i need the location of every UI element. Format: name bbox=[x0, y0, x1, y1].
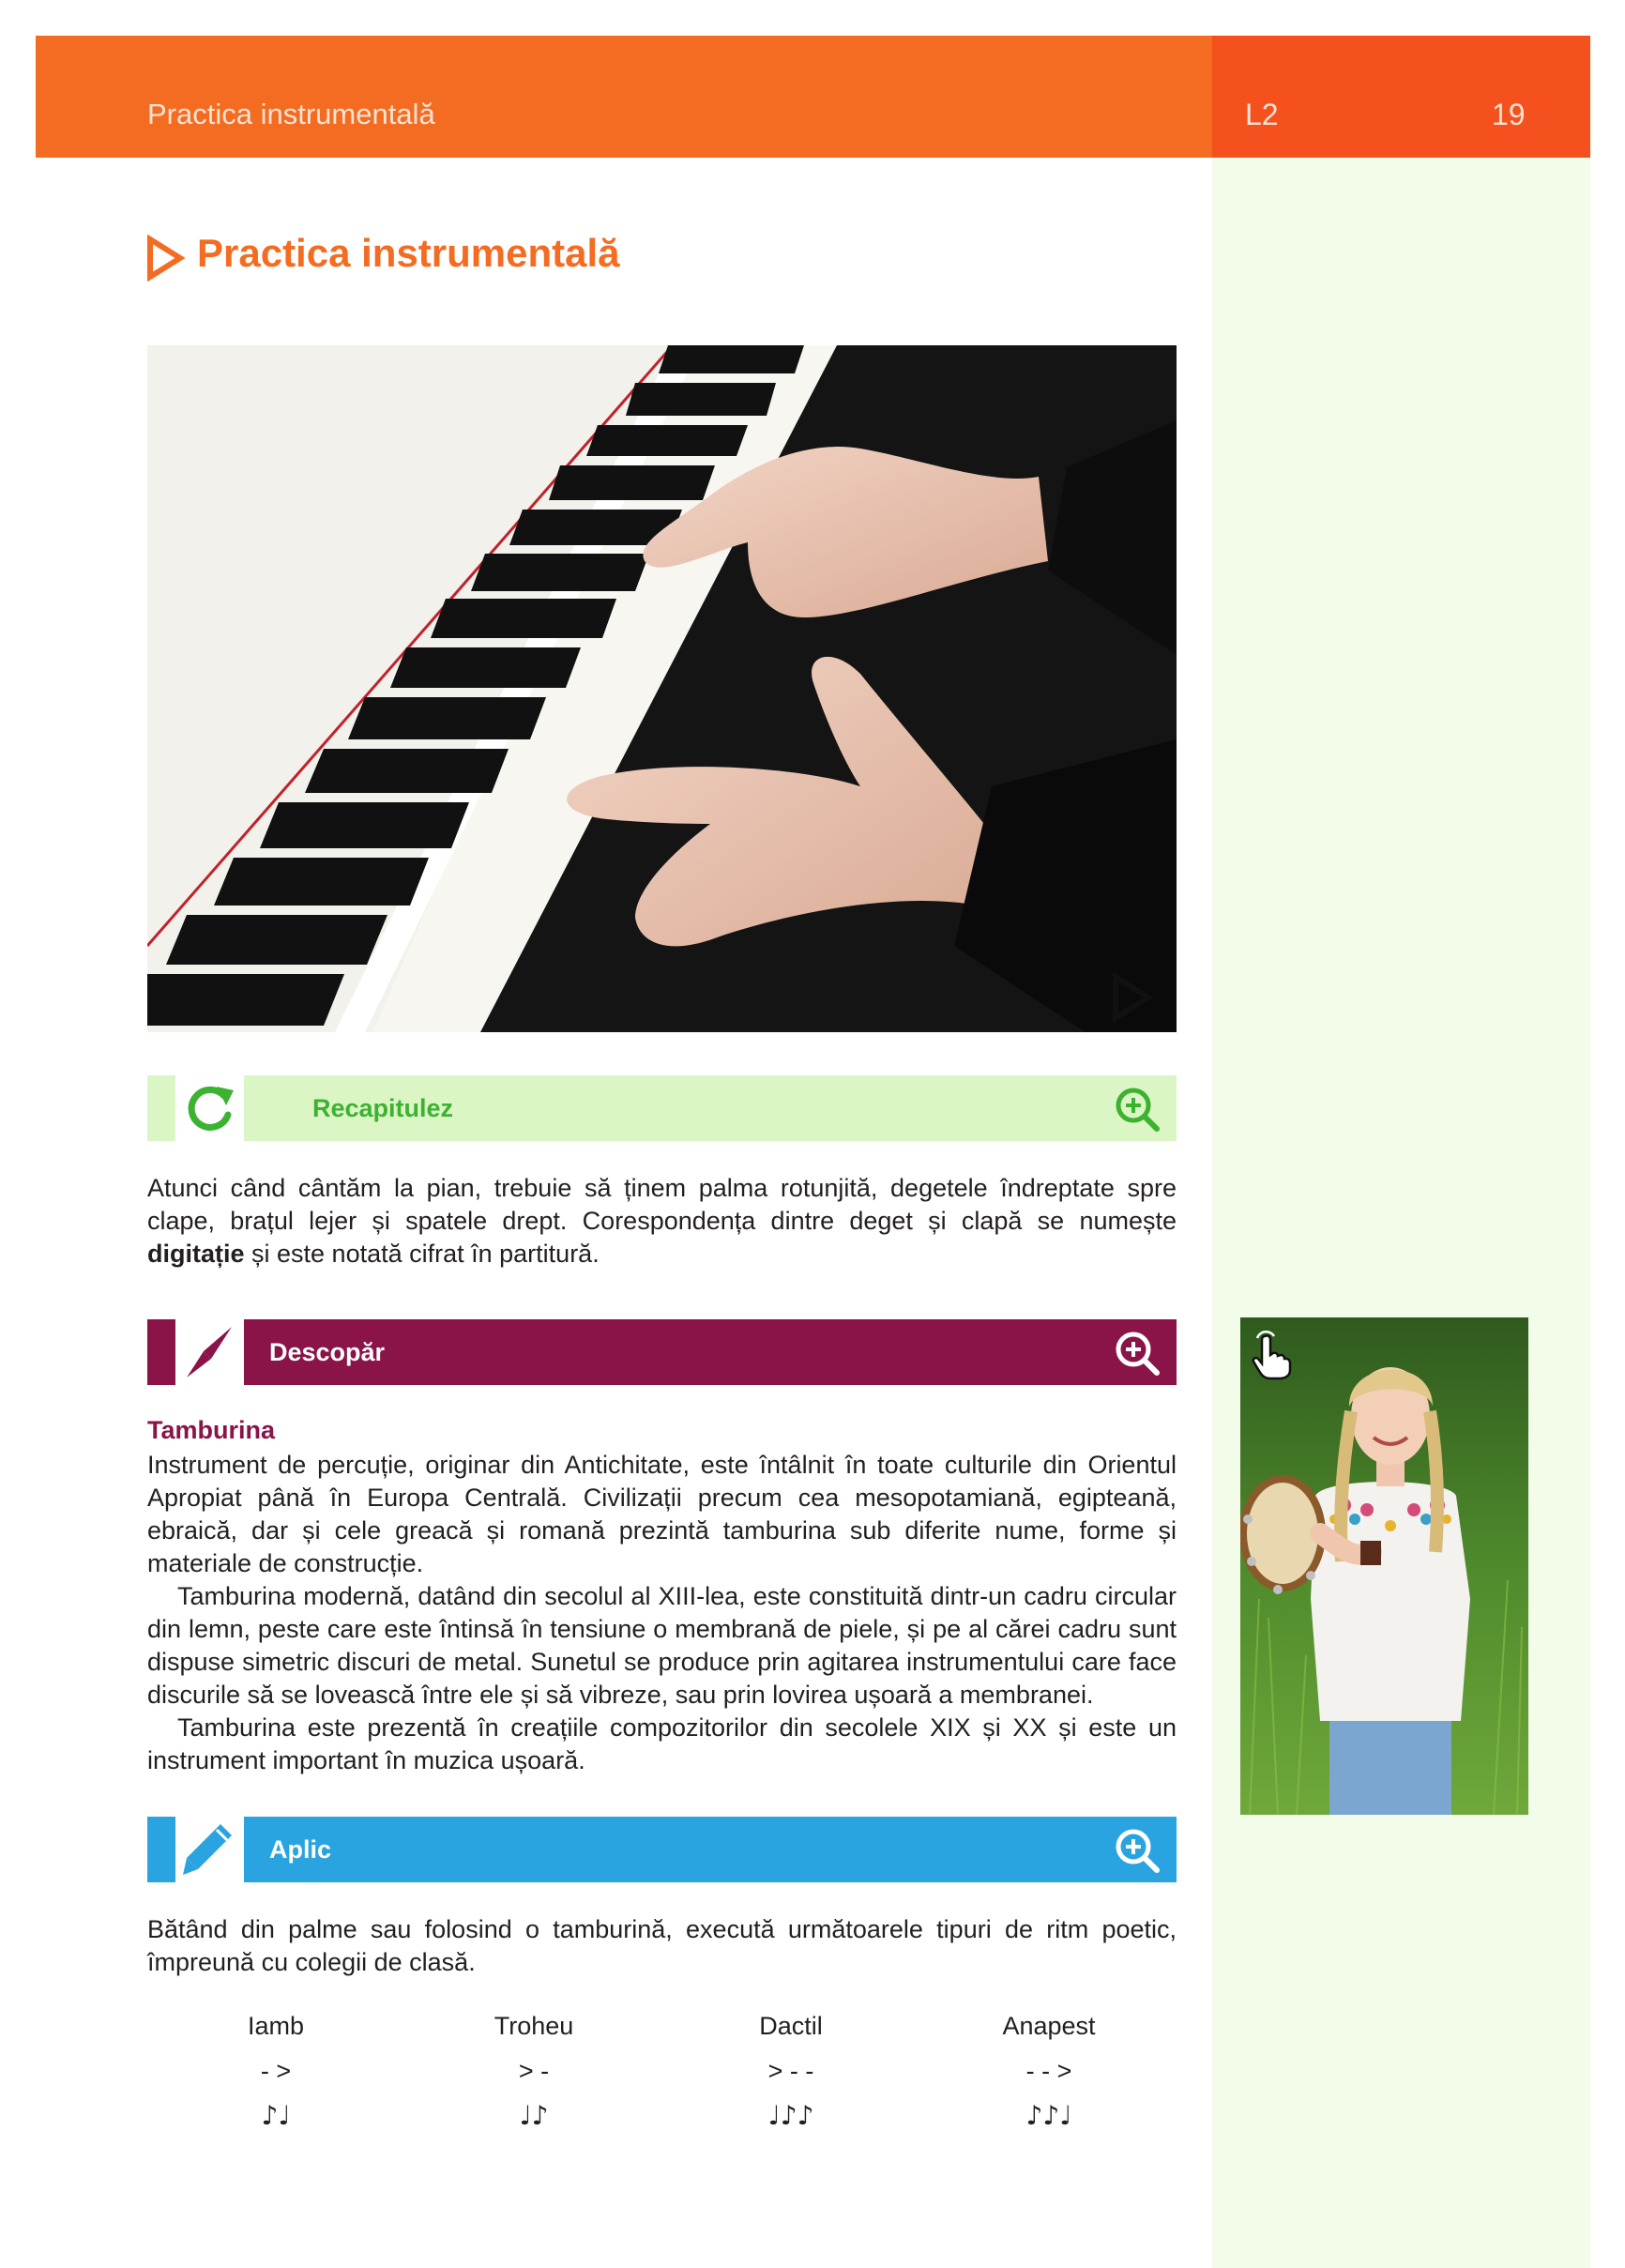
bar-icon-box bbox=[175, 1817, 244, 1882]
tambourine-woman-photo[interactable] bbox=[1240, 1317, 1528, 1815]
rhythm-name: Troheu bbox=[494, 2012, 574, 2040]
rhythm-pattern: - - > bbox=[1025, 2057, 1072, 2085]
paragraph: Tamburina este prezentă în creațiile compozitorilor din secolele XIX și XX și este un instrument important în muzica ușoară. bbox=[147, 1713, 1177, 1774]
lesson-code: L2 bbox=[1245, 98, 1279, 131]
bar-strip bbox=[147, 1319, 175, 1385]
bar-icon-box bbox=[175, 1319, 244, 1385]
woman-illustration bbox=[1240, 1317, 1528, 1815]
recapitulez-bar bbox=[147, 1075, 1177, 1141]
rhythm-name: Dactil bbox=[759, 2012, 823, 2040]
descopar-bar bbox=[147, 1319, 1177, 1385]
descopar-text bbox=[147, 1449, 1177, 1777]
rhythm-notes: ♩♪♪ bbox=[767, 2100, 814, 2131]
recap-text-part: și este notată cifrat în partitură. bbox=[244, 1240, 600, 1268]
bar-strip bbox=[147, 1075, 175, 1141]
recapitulez-label: Recapitulez bbox=[312, 1094, 454, 1122]
paragraph: Instrument de percuție, originar din Antichitate, este întâlnit în toate culturile din Orientul Apropiat până în Europa Centrală. Civilizații precum cea mesopotamiană, egipteană, ebraică, dar și cele greacă și romană prezintă tamburina sub diferite nume, forme și materiale de construcție. bbox=[147, 1451, 1177, 1577]
descopar-label: Descopăr bbox=[269, 1338, 386, 1366]
pencil-icon bbox=[175, 1817, 244, 1882]
zoom-in-icon[interactable] bbox=[1114, 1086, 1161, 1133]
rhythm-pattern: > - bbox=[518, 2057, 550, 2085]
page-title: Practica instrumentală bbox=[197, 231, 620, 275]
aplic-label: Aplic bbox=[269, 1835, 332, 1864]
rhythm-name: Anapest bbox=[1002, 2012, 1096, 2040]
aplic-instruction bbox=[147, 1913, 1177, 1979]
rhythm-notes: ♩♪ bbox=[519, 2100, 549, 2131]
paragraph: Bătând din palme sau folosind o tamburină, execută următoarele tipuri de ritm poetic, împreună cu colegii de clasă. bbox=[147, 1915, 1177, 1976]
play-icon[interactable] bbox=[1111, 972, 1154, 1023]
bar-main bbox=[244, 1817, 1177, 1882]
refresh-icon bbox=[175, 1075, 244, 1141]
zoom-in-icon[interactable] bbox=[1114, 1330, 1161, 1377]
zoom-in-icon[interactable] bbox=[1114, 1827, 1161, 1874]
tamburina-heading: Tamburina bbox=[147, 1416, 276, 1444]
rhythm-notes: ♪♩ bbox=[261, 2100, 291, 2131]
hand-pointer-icon[interactable] bbox=[1248, 1331, 1293, 1381]
bar-icon-box bbox=[175, 1075, 244, 1141]
recap-text-part: Atunci când cântăm la pian, trebuie să ținem palma rotunjită, degetele îndreptate spre clape, brațul lejer și spatele drept. Corespondența dintre deget și clapă se numește bbox=[147, 1174, 1177, 1235]
header-bar bbox=[36, 36, 1212, 158]
recapitulez-text bbox=[147, 1172, 1177, 1271]
compass-needle-icon bbox=[175, 1319, 244, 1385]
rhythm-pattern: > - - bbox=[767, 2057, 814, 2085]
side-margin-panel bbox=[1212, 158, 1590, 2268]
piano-illustration bbox=[147, 345, 1177, 1032]
rhythm-pattern: - > bbox=[260, 2057, 292, 2085]
header-page-box bbox=[1212, 36, 1590, 158]
play-triangle-icon bbox=[145, 235, 185, 282]
aplic-bar bbox=[147, 1817, 1177, 1882]
digitatie-term: digitație bbox=[147, 1240, 245, 1268]
rhythm-name: Iamb bbox=[247, 2012, 305, 2040]
rhythm-notes: ♪♪♩ bbox=[1025, 2100, 1072, 2131]
bar-strip bbox=[147, 1817, 175, 1882]
page-number: 19 bbox=[1492, 98, 1526, 131]
running-header-title: Practica instrumentală bbox=[147, 98, 435, 130]
paragraph: Tamburina modernă, datând din secolul al XIII-lea, este constituită dintr-un cadru circular din lemn, peste care este întinsă în tensiune o membrană de piele, și pe al cărei cadru sunt dispuse simetric discuri de metal. Sunetul se produce prin agitarea instrumentului care face discurile să se lovească între ele și să vibreze, sau prin lovirea ușoară a membranei. bbox=[147, 1582, 1177, 1709]
piano-hands-photo[interactable] bbox=[147, 345, 1177, 1032]
